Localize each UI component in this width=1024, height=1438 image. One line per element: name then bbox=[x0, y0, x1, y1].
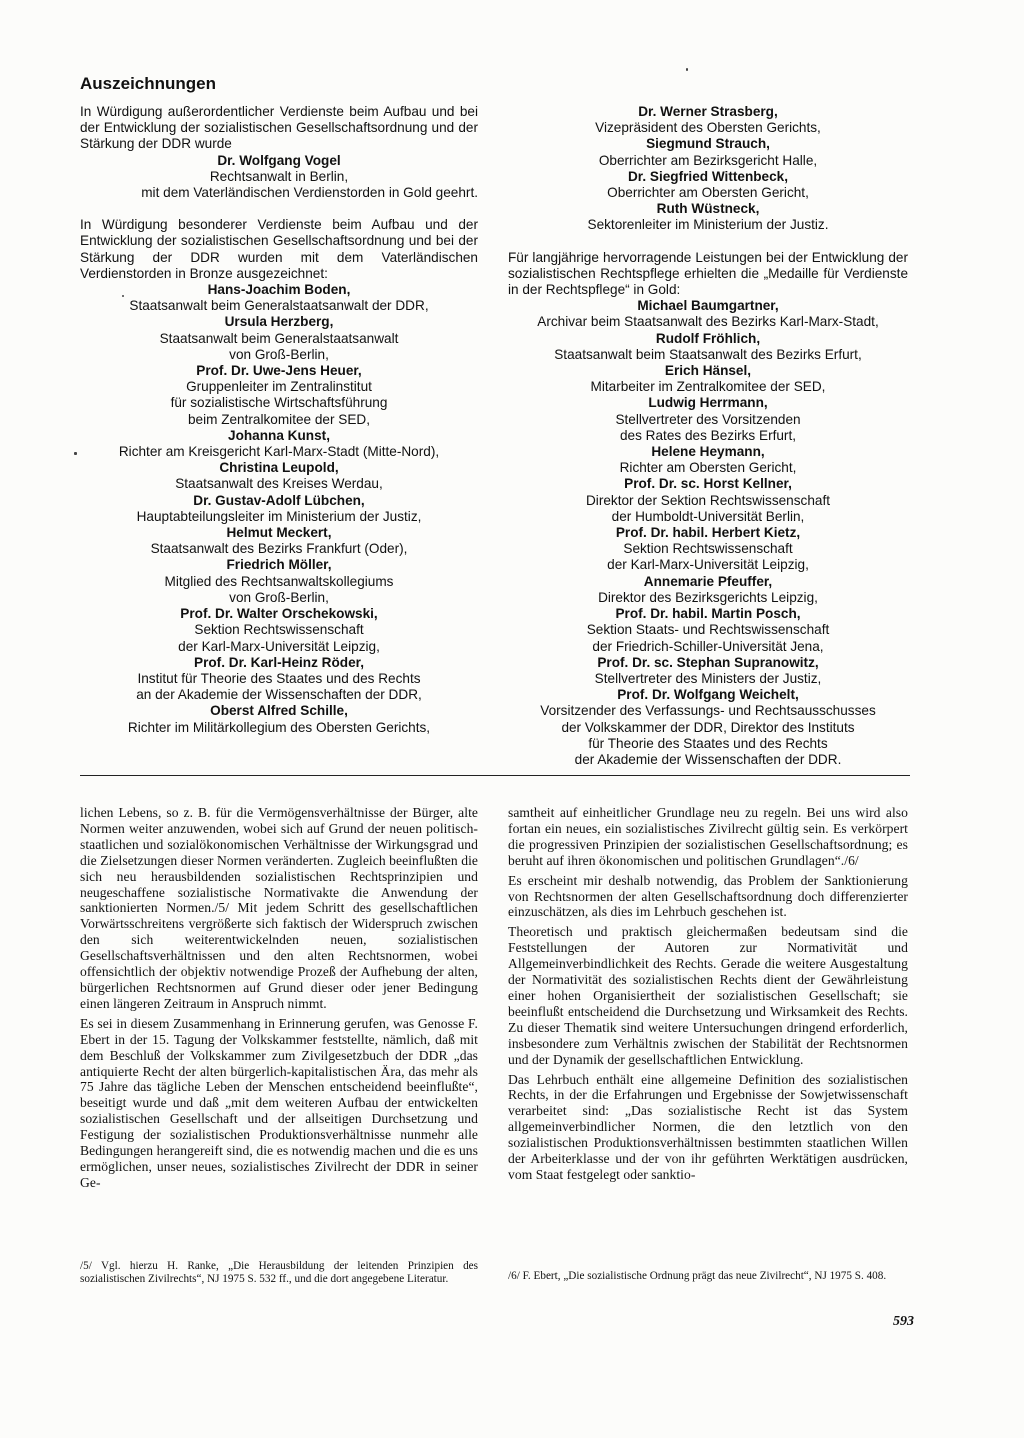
awardee-name: Ruth Wüstneck, bbox=[656, 201, 760, 217]
awardee-role: der Karl-Marx-Universität Leipzig, bbox=[178, 638, 380, 654]
section-divider bbox=[80, 775, 910, 776]
article-right-column bbox=[508, 805, 908, 1183]
article-paragraph: Das Lehrbuch enthält eine allgemeine Definition des sozialistischen Rechts, in der die Erfahrungen und Ergebnisse der Sowjetwissenschaft verarbeitet sind: „Das sozialistische Recht ist das System allgemeinverbindlicher Normen, die den letztlich von den sozialistischen Produktionsverhältnissen bestimmten staatlichen Willen der Arbeiterklasse und der von ihr geführten Werktätigen ausdrücken, vom Staat festgelegt oder sanktio- bbox=[508, 1071, 908, 1182]
awardee-role: der Volkskammer der DDR, Direktor des Instituts bbox=[561, 719, 855, 735]
awardee-name: Dr. Werner Strasberg, bbox=[638, 104, 778, 119]
intro-gold-order-tail: mit dem Vaterländischen Verdienstorden in Gold geehrt. bbox=[141, 185, 478, 201]
awardee-role: Staatsanwalt des Kreises Werdau, bbox=[175, 476, 383, 492]
article-paragraph: samtheit auf einheitlicher Grundlage neu zu regeln. Bei uns wird also fortan ein neues, ein sozialistisches Zivilrecht gültig sein. Es verkörpert die progressiven Prinzipien der sozialistischen Gesellschaftsordnung; es beruht auf ihren ökonomischen und politischen Grundlagen“./6/ bbox=[508, 805, 908, 868]
awardee-name: Rudolf Fröhlich, bbox=[655, 330, 761, 346]
awardee-role: Staatsanwalt des Bezirks Frankfurt (Oder), bbox=[150, 541, 408, 557]
scan-speck bbox=[74, 452, 77, 455]
awardee-role: der Karl-Marx-Universität Leipzig, bbox=[607, 557, 809, 573]
awardee-name: Helene Heymann, bbox=[651, 444, 765, 460]
awardee-role: Vizepräsident des Obersten Gerichts, bbox=[595, 120, 821, 136]
awardee-role: Staatsanwalt beim Generalstaatsanwalt bbox=[159, 330, 399, 346]
awardee-role: Mitglied des Rechtsanwaltskollegiums bbox=[164, 573, 394, 589]
footnote-6: /6/ F. Ebert, „Die sozialistische Ordnung prägt das neue Zivilrecht“, NJ 1975 S. 408. bbox=[508, 1270, 887, 1282]
awardee-role: von Groß-Berlin, bbox=[229, 346, 329, 362]
bronze-awardee-list bbox=[80, 282, 478, 736]
awardee-role: Archivar beim Staatsanwalt des Bezirks Karl-Marx-Stadt, bbox=[537, 314, 879, 330]
awardee-role: Oberrichter am Bezirksgericht Halle, bbox=[598, 152, 818, 168]
awardee-role: Stellvertreter des Ministers der Justiz, bbox=[594, 670, 822, 686]
awardee-name: Oberst Alfred Schille, bbox=[210, 703, 348, 719]
scan-speck bbox=[686, 68, 688, 71]
awardee-role: Institut für Theorie des Staates und des Rechts bbox=[137, 670, 421, 686]
awardee-name: Prof. Dr. habil. Martin Posch, bbox=[615, 606, 801, 622]
awards-left-column bbox=[80, 74, 478, 736]
awardee-role: Gruppenleiter im Zentralinstitut bbox=[186, 379, 372, 395]
awardee-name: Johanna Kunst, bbox=[228, 427, 330, 443]
awardee-role: von Groß-Berlin, bbox=[229, 589, 329, 605]
awardee-name: Prof. Dr. Uwe-Jens Heuer, bbox=[196, 363, 362, 379]
awardee-role: für sozialistische Wirtschaftsführung bbox=[170, 395, 388, 411]
awardee-name: Ursula Herzberg, bbox=[224, 314, 334, 330]
section-heading: Auszeichnungen bbox=[80, 74, 217, 93]
article-paragraph: lichen Lebens, so z. B. für die Vermögensverhältnisse der Bürger, alte Normen weiter anzuwenden, wobei sich auf Grund der neuen politisch-staatlichen und sozialökonomischen Verhältnisse der Wirkungsgrad und die Zielsetzungen dieser Normen veränderten. Zugleich beeinflußten die sich neu herausbildenden sozialistischen Rechtsprinzipien und neugeschaffene sozialistische Normativakte die Anwendung der sanktionierten Normen./5/ Mit jedem Schritt des gesellschaftlichen Vorwärtsschreitens vergrößerte sich faktisch der Widerspruch zwischen den sich weiterentwickelnden neuen, sozialistischen Gesellschaftsverhältnissen und den alten Rechtsnormen, wobei offensichtlich der objektiv notwendige Prozeß der Aufhebung der alten, bürgerlichen Rechtsnormen auf Grund dieser oder jener Bedingung einen längeren Zeitraum in Anspruch nimmt. bbox=[80, 805, 478, 1011]
awards-right-column bbox=[508, 104, 908, 768]
scan-speck bbox=[122, 295, 124, 297]
gold-medal-awardee-list bbox=[508, 298, 908, 768]
awardee-name: Christina Leupold, bbox=[219, 460, 339, 476]
awardee-role: Sektion Rechtswissenschaft bbox=[194, 622, 364, 638]
awardee-role: Hauptabteilungsleiter im Ministerium der Justiz, bbox=[136, 508, 422, 524]
awardee-role: Richter am Kreisgericht Karl-Marx-Stadt (Mitte-Nord), bbox=[118, 444, 440, 460]
awardee-name: Dr. Gustav-Adolf Lübchen, bbox=[193, 492, 365, 508]
awardee-name: Annemarie Pfeuffer, bbox=[643, 573, 773, 589]
awardee-role: der Akademie der Wissenschaften der DDR. bbox=[574, 751, 842, 767]
awardee-role: der Friedrich-Schiller-Universität Jena, bbox=[592, 638, 824, 654]
awardee-role: beim Zentralkomitee der SED, bbox=[187, 411, 371, 427]
awardee-role: Rechtsanwalt in Berlin, bbox=[209, 168, 349, 184]
intro-gold-medal: Für langjährige hervorragende Leistungen bei der Entwicklung der sozialistischen Rechtspflege erhielten die „Medaille für Verdienste in der Rechtspflege“ in Gold: bbox=[508, 249, 908, 298]
article-paragraph: Theoretisch und praktisch gleichermaßen bedeutsam sind die Feststellungen der Autoren zur Normativität und Allgemeinverbindlichkeit des Rechts. Gerade die weitere Ausgestaltung der Normativität des sozialistischen Rechts dient der Gewährleistung einer hohen Organisiertheit der sozialistischen Gesellschaft; sie beeinflußt entscheidend die Durchsetzung und Wirksamkeit des Rechts. Zu dieser Thematik sind weitere Untersuchungen dringend erforderlich, insbesondere zum Verhältnis zwischen der Stabilität der Rechtsnormen und der Dynamik der gesellschaftlichen Entwicklung. bbox=[508, 924, 908, 1067]
awardee-name: Prof. Dr. habil. Herbert Kietz, bbox=[615, 525, 801, 541]
intro-gold-order: In Würdigung außerordentlicher Verdienste beim Aufbau und bei der Entwicklung der sozialistischen Gesellschaftsordnung und der Stärkung der DDR wurde bbox=[80, 104, 478, 152]
awardee-name: Friedrich Möller, bbox=[226, 557, 332, 573]
awardee-name: Michael Baumgartner, bbox=[637, 298, 779, 314]
awardee-role: Direktor der Sektion Rechtswissenschaft bbox=[585, 492, 831, 508]
awardee-role: Sektion Staats- und Rechtswissenschaft bbox=[586, 622, 830, 638]
article-left-column bbox=[80, 805, 478, 1191]
footnote-5: /5/ Vgl. hierzu H. Ranke, „Die Herausbildung der leitenden Prinzipien des sozialistischen Zivilrechts“, NJ 1975 S. 532 ff., und die dort angegebene Literatur. bbox=[80, 1260, 478, 1285]
awardee-role: Richter am Obersten Gericht, bbox=[619, 460, 797, 476]
awardee-role: Staatsanwalt beim Generalstaatsanwalt der DDR, bbox=[129, 298, 429, 314]
article-paragraph: Es erscheint mir deshalb notwendig, das Problem der Sanktionierung von Rechtsnormen der alten Gesellschaftsordnung doch differenzierter einzuschätzen, als dies im Lehrbuch geschehen ist. bbox=[508, 872, 908, 920]
awardee-name: Hans-Joachim Boden, bbox=[207, 282, 351, 298]
awardee-name: Helmut Meckert, bbox=[226, 525, 332, 541]
awardee-name: Prof. Dr. Walter Orschekowski, bbox=[180, 606, 378, 622]
awardee-role: Richter im Militärkollegium des Obersten Gerichts, bbox=[127, 719, 431, 735]
awardee-name: Dr. Siegfried Wittenbeck, bbox=[627, 168, 789, 184]
awardee-role: Mitarbeiter im Zentralkomitee der SED, bbox=[590, 379, 826, 395]
awardee-name: Prof. Dr. Wolfgang Weichelt, bbox=[617, 687, 799, 703]
awardee-role: für Theorie des Staates und des Rechts bbox=[588, 735, 828, 751]
awardee-role: des Rates des Bezirks Erfurt, bbox=[619, 427, 797, 443]
awardee-role: Vorsitzender des Verfassungs- und Rechtsausschusses bbox=[540, 703, 876, 719]
awardee-role: Staatsanwalt beim Staatsanwalt des Bezirks Erfurt, bbox=[554, 346, 862, 362]
awardee-name: Erich Hänsel, bbox=[664, 363, 752, 379]
awardee-role: Oberrichter am Obersten Gericht, bbox=[607, 185, 809, 201]
article-paragraph: Es sei in diesem Zusammenhang in Erinnerung gerufen, was Genosse F. Ebert in der 15. Tagung der Volkskammer feststellte, nämlich, daß mit dem Beschluß der Volkskammer zum Zivilgesetzbuch der DDR „das antiquierte Recht der alten bürgerlich-kapitalistischen Ära, das mehr als 75 Jahre das tägliche Leben der Menschen entscheidend beeinflußte“, beseitigt wurde und daß „mit dem weiteren Aufbau der entwickelten sozialistischen Gesellschaft und der allseitigen Durchsetzung und Festigung der sozialistischen Produktionsverhältnisse nunmehr alle Bedingungen herangereift sind, die es notwendig machen und die es uns ermöglichen, unser neues, sozialistisches Zivilrecht der DDR in seiner Ge- bbox=[80, 1015, 478, 1190]
bronze-awardee-list-continued bbox=[508, 104, 908, 234]
awardee-name: Dr. Wolfgang Vogel bbox=[217, 152, 341, 168]
awardee-role: Stellvertreter des Vorsitzenden bbox=[615, 411, 801, 427]
awardee-name: Prof. Dr. sc. Stephan Supranowitz, bbox=[597, 654, 819, 670]
awardee-name: Prof. Dr. Karl-Heinz Röder, bbox=[194, 654, 364, 670]
page-number: 593 bbox=[893, 1314, 914, 1329]
intro-bronze-order: In Würdigung besonderer Verdienste beim Aufbau und der Entwicklung der sozialistischen Gesellschaftsordnung und bei der Stärkung der DDR wurden mit dem Vaterländischen Verdienstorden in Bronze ausgezeichnet: bbox=[80, 217, 478, 281]
awardee-name: Siegmund Strauch, bbox=[646, 136, 770, 152]
awardee-role: Sektion Rechtswissenschaft bbox=[623, 541, 793, 557]
awardee-name: Prof. Dr. sc. Horst Kellner, bbox=[624, 476, 792, 492]
awardee-role: an der Akademie der Wissenschaften der DDR, bbox=[136, 687, 422, 703]
awardee-name: Ludwig Herrmann, bbox=[648, 395, 768, 411]
awardee-role: Direktor des Bezirksgerichts Leipzig, bbox=[598, 589, 818, 605]
awardee-role: der Humboldt-Universität Berlin, bbox=[611, 508, 805, 524]
awardee-role: Sektorenleiter im Ministerium der Justiz. bbox=[587, 217, 829, 233]
